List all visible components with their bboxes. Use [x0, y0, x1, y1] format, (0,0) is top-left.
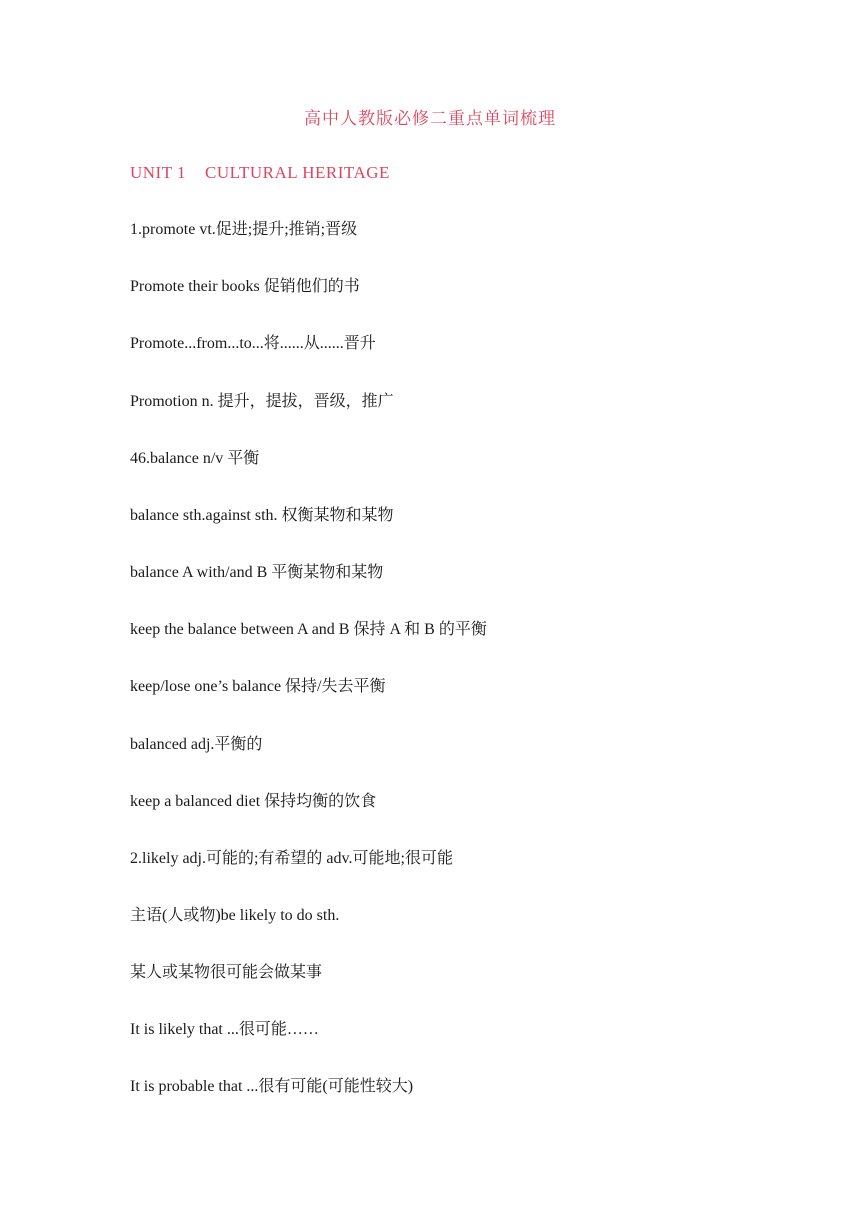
vocab-line: balance A with/and B 平衡某物和某物	[130, 564, 384, 581]
vocab-line: balance sth.against sth. 权衡某物和某物	[130, 507, 394, 524]
vocab-line: Promotion n. 提升，提拔，晋级，推广	[130, 393, 394, 410]
vocab-line: keep/lose one’s balance 保持/失去平衡	[130, 678, 386, 695]
document-title: 高中人教版必修二重点单词梳理	[304, 109, 556, 128]
vocab-line: 2.likely adj.可能的;有希望的 adv.可能地;很可能	[130, 850, 453, 867]
vocab-line: balanced adj.平衡的	[130, 736, 263, 753]
vocab-line: It is probable that ...很有可能(可能性较大)	[130, 1078, 414, 1095]
vocab-line: 46.balance n/v 平衡	[130, 450, 260, 467]
unit-heading: UNIT 1 CULTURAL HERITAGE	[130, 163, 390, 182]
vocab-line: Promote their books 促销他们的书	[130, 278, 360, 295]
vocab-line: keep a balanced diet 保持均衡的饮食	[130, 793, 377, 810]
vocab-line: keep the balance between A and B 保持 A 和 B 的平衡	[130, 621, 487, 638]
vocab-line: 某人或某物很可能会做某事	[130, 964, 323, 981]
vocab-line: Promote...from...to...将......从......晋升	[130, 335, 376, 352]
vocab-line: 主语(人或物)be likely to do sth.	[130, 907, 340, 924]
vocab-line: 1.promote vt.促进;提升;推销;晋级	[130, 221, 358, 238]
vocab-line: It is likely that ...很可能……	[130, 1021, 319, 1038]
